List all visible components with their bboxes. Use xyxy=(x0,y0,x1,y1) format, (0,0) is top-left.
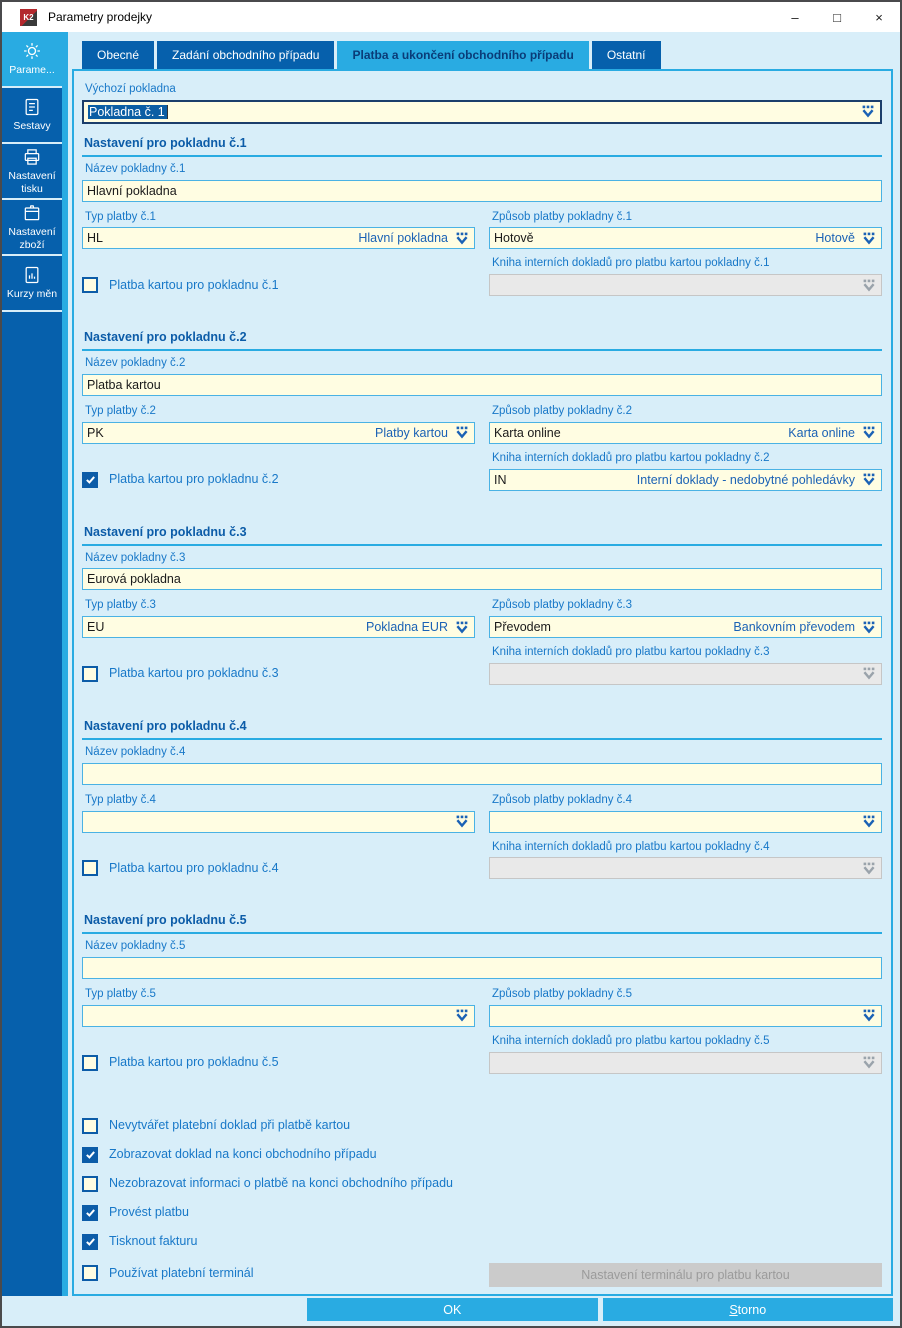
dropdown-icon[interactable] xyxy=(455,621,469,634)
cash-register-section-1 xyxy=(82,136,882,296)
cash-name-input[interactable]: Hlavní pokladna xyxy=(82,180,882,202)
cash-name-input[interactable] xyxy=(82,763,882,785)
option-row-3: Provést platbu xyxy=(82,1205,882,1221)
cash-name-label: Název pokladny č.3 xyxy=(85,551,186,564)
tab-obecne[interactable]: Obecné xyxy=(82,41,154,69)
card-payment-checkbox[interactable] xyxy=(82,1055,98,1071)
option-row-4: Tisknout fakturu xyxy=(82,1234,882,1250)
internal-book-combo[interactable]: IN Interní doklady - nedobytné pohledávky xyxy=(489,469,882,491)
window-title: Parametry prodejky xyxy=(48,10,153,24)
dropdown-icon[interactable] xyxy=(455,1009,469,1022)
printer-icon xyxy=(22,147,42,167)
payment-type-label: Typ platby č.3 xyxy=(85,599,156,612)
goods-icon xyxy=(22,203,42,223)
internal-book-label: Kniha interních dokladů pro platbu kartou pokladny č.3 xyxy=(492,646,770,659)
footer-bar xyxy=(2,1296,900,1326)
card-payment-option: Platba kartou pro pokladnu č.3 xyxy=(82,666,475,682)
default-register-combo[interactable] xyxy=(82,100,882,124)
card-payment-option: Platba kartou pro pokladnu č.2 xyxy=(82,472,475,488)
payment-type-label: Typ platby č.1 xyxy=(85,210,156,223)
default-register-field xyxy=(82,83,882,124)
cash-register-section-3 xyxy=(82,525,882,685)
payment-type-label: Typ platby č.2 xyxy=(85,404,156,417)
close-button[interactable]: × xyxy=(875,9,883,25)
internal-book-label: Kniha interních dokladů pro platbu kartou pokladny č.4 xyxy=(492,840,770,853)
card-payment-checkbox[interactable] xyxy=(82,860,98,876)
ok-button[interactable]: OK xyxy=(307,1298,598,1321)
tab-bar xyxy=(82,41,893,69)
internal-book-combo xyxy=(489,1052,882,1074)
option-row-1: Zobrazovat doklad na konci obchodního případu xyxy=(82,1147,882,1163)
payment-method-label: Způsob platby pokladny č.4 xyxy=(492,793,633,806)
dropdown-icon[interactable] xyxy=(455,815,469,828)
dropdown-icon[interactable] xyxy=(862,1009,876,1022)
option-checkbox[interactable] xyxy=(82,1176,98,1192)
section-header: Nastavení pro pokladnu č.1 xyxy=(84,135,247,150)
payment-type-label: Typ platby č.5 xyxy=(85,988,156,1001)
option-checkbox-terminal[interactable] xyxy=(82,1265,98,1281)
title-bar xyxy=(2,2,900,32)
sidebar-item-parametry[interactable]: Parame... xyxy=(2,32,62,88)
internal-book-label: Kniha interních dokladů pro platbu kartou pokladny č.2 xyxy=(492,451,770,464)
cash-name-input[interactable] xyxy=(82,957,882,979)
global-options xyxy=(82,1118,882,1250)
card-payment-checkbox[interactable] xyxy=(82,277,98,293)
internal-book-combo xyxy=(489,857,882,879)
payment-type-combo[interactable] xyxy=(82,1005,475,1027)
sidebar-item-kurzy-men[interactable]: Kurzy měn xyxy=(2,256,62,312)
section-header: Nastavení pro pokladnu č.3 xyxy=(84,524,247,539)
cash-register-section-2 xyxy=(82,330,882,490)
default-register-label: Výchozí pokladna xyxy=(85,83,176,95)
card-payment-option: Platba kartou pro pokladnu č.1 xyxy=(82,277,475,293)
card-payment-checkbox[interactable] xyxy=(82,472,98,488)
selected-value: Pokladna č. 1 xyxy=(89,104,165,119)
section-header: Nastavení pro pokladnu č.4 xyxy=(84,718,247,733)
dropdown-icon[interactable] xyxy=(862,426,876,439)
sidebar-item-nastaveni-tisku[interactable]: Nastavení tisku xyxy=(2,144,62,200)
payment-method-combo[interactable]: Hotově Hotově xyxy=(489,227,882,249)
section-divider xyxy=(82,738,882,740)
payment-method-label: Způsob platby pokladny č.5 xyxy=(492,988,633,1001)
cash-name-input[interactable]: Eurová pokladna xyxy=(82,568,882,590)
rates-icon xyxy=(22,265,42,285)
cancel-button[interactable]: Storno xyxy=(603,1298,894,1321)
option-checkbox[interactable] xyxy=(82,1205,98,1221)
dropdown-icon[interactable] xyxy=(862,815,876,828)
report-icon xyxy=(22,97,42,117)
dropdown-icon[interactable] xyxy=(862,232,876,245)
payment-method-label: Způsob platby pokladny č.2 xyxy=(492,404,633,417)
tab-zadani-obchodniho-pripadu[interactable]: Zadání obchodního případu xyxy=(157,41,334,69)
minimize-button[interactable]: – xyxy=(791,9,799,25)
internal-book-label: Kniha interních dokladů pro platbu kartou pokladny č.1 xyxy=(492,257,770,270)
card-payment-option: Platba kartou pro pokladnu č.4 xyxy=(82,860,475,876)
cash-name-input[interactable]: Platba kartou xyxy=(82,374,882,396)
internal-book-label: Kniha interních dokladů pro platbu kartou pokladny č.5 xyxy=(492,1034,770,1047)
dropdown-icon[interactable] xyxy=(455,426,469,439)
terminal-option-row: Používat platební terminál Nastavení terminálu pro platbu kartou xyxy=(82,1263,882,1287)
section-divider xyxy=(82,349,882,351)
sidebar-item-sestavy[interactable]: Sestavy xyxy=(2,88,62,144)
payment-method-combo[interactable]: Karta online Karta online xyxy=(489,422,882,444)
dropdown-icon[interactable] xyxy=(862,667,876,680)
dropdown-icon[interactable] xyxy=(862,621,876,634)
cash-name-label: Název pokladny č.5 xyxy=(85,940,186,953)
section-header: Nastavení pro pokladnu č.5 xyxy=(84,913,247,928)
tab-panel xyxy=(72,69,893,1296)
sidebar xyxy=(2,32,68,1296)
cash-name-label: Název pokladny č.4 xyxy=(85,745,186,758)
option-checkbox[interactable] xyxy=(82,1234,98,1250)
payment-type-combo[interactable]: HL Hlavní pokladna xyxy=(82,227,475,249)
option-row-0: Nevytvářet platební doklad při platbě kartou xyxy=(82,1118,882,1134)
payment-method-combo[interactable]: Převodem Bankovním převodem xyxy=(489,616,882,638)
section-divider xyxy=(82,155,882,157)
dropdown-icon[interactable] xyxy=(862,473,876,486)
app-logo-icon: K2 xyxy=(20,9,37,26)
dropdown-icon[interactable] xyxy=(862,1056,876,1069)
cash-name-label: Název pokladny č.2 xyxy=(85,357,186,370)
terminal-settings-button: Nastavení terminálu pro platbu kartou xyxy=(489,1263,882,1287)
content-area xyxy=(68,32,900,1296)
dropdown-icon[interactable] xyxy=(862,279,876,292)
text-caret xyxy=(167,105,168,119)
option-row-2: Nezobrazovat informaci o platbě na konci obchodního případu xyxy=(82,1176,882,1192)
option-checkbox[interactable] xyxy=(82,1118,98,1134)
sidebar-item-nastaveni-zbozi[interactable]: Nastavení zboží xyxy=(2,200,62,256)
section-divider xyxy=(82,544,882,546)
payment-type-combo[interactable]: EU Pokladna EUR xyxy=(82,616,475,638)
dropdown-icon[interactable] xyxy=(862,862,876,875)
card-payment-checkbox[interactable] xyxy=(82,666,98,682)
payment-method-label: Způsob platby pokladny č.3 xyxy=(492,599,633,612)
section-header: Nastavení pro pokladnu č.2 xyxy=(84,330,247,345)
cash-register-section-5 xyxy=(82,913,882,1073)
dropdown-icon[interactable] xyxy=(455,232,469,245)
payment-method-combo[interactable] xyxy=(489,1005,882,1027)
payment-method-combo[interactable] xyxy=(489,811,882,833)
maximize-button[interactable]: □ xyxy=(833,9,841,25)
tab-ostatni[interactable]: Ostatní xyxy=(592,41,661,69)
internal-book-combo xyxy=(489,663,882,685)
cash-name-label: Název pokladny č.1 xyxy=(85,162,186,175)
gear-icon xyxy=(22,41,42,61)
card-payment-option: Platba kartou pro pokladnu č.5 xyxy=(82,1055,475,1071)
tab-platba-a-ukonceni[interactable]: Platba a ukončení obchodního případu xyxy=(337,41,588,69)
payment-type-combo[interactable] xyxy=(82,811,475,833)
section-divider xyxy=(82,932,882,934)
dropdown-icon[interactable] xyxy=(861,105,875,118)
option-checkbox[interactable] xyxy=(82,1147,98,1163)
payment-type-combo[interactable]: PK Platby kartou xyxy=(82,422,475,444)
payment-method-label: Způsob platby pokladny č.1 xyxy=(492,210,633,223)
internal-book-combo xyxy=(489,274,882,296)
payment-type-label: Typ platby č.4 xyxy=(85,793,156,806)
cash-register-section-4 xyxy=(82,719,882,879)
